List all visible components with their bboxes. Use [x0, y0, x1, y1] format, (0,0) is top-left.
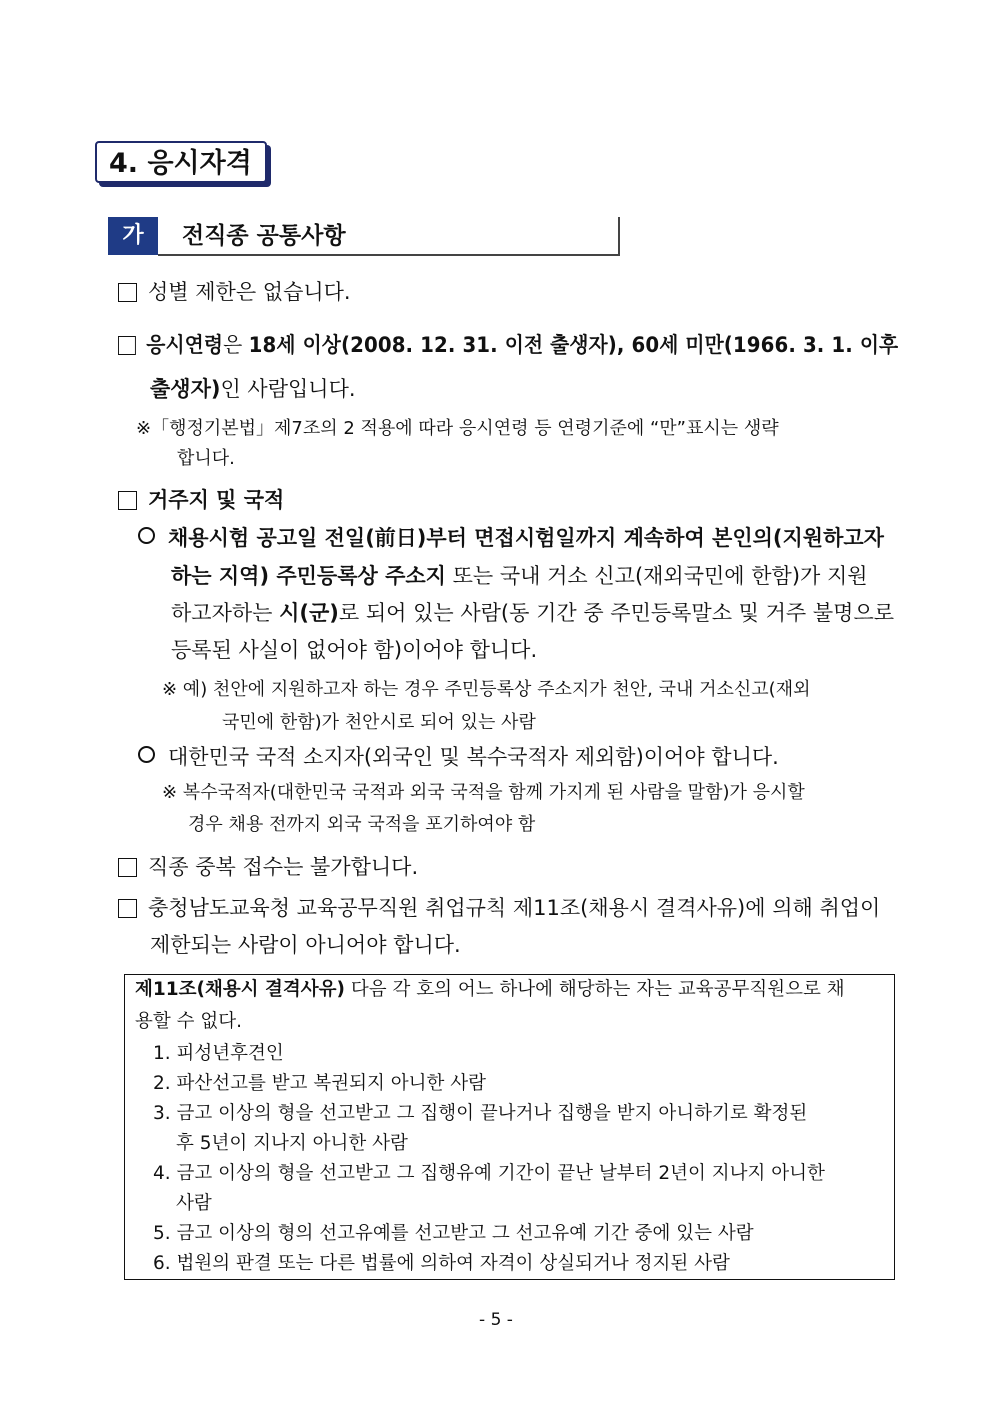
checkbox-icon: [118, 899, 137, 918]
item-residence-title: 거주지 및 국적: [118, 483, 284, 517]
rule-list-item: 3. 금고 이상의 형을 선고받고 그 집행이 끝나거나 집행을 받지 아니하기로 확정된: [153, 1103, 808, 1124]
rule-list-item: 4. 금고 이상의 형을 선고받고 그 집행유예 기간이 끝난 날부터 2년이 지나지 아니한: [153, 1163, 825, 1184]
nationality-note-2: 경우 채용 전까지 외국 국적을 포기하여야 함: [188, 814, 536, 835]
checkbox-icon: [118, 491, 137, 510]
subsection-badge: 가: [108, 217, 158, 255]
item-rule-1: 충청남도교육청 교육공무직원 취업규칙 제11조(채용시 결격사유)에 의해 취업이: [118, 891, 880, 925]
rule-list-item-cont: 후 5년이 지나지 아니한 사람: [176, 1133, 408, 1154]
rule-box-intro-1: 제11조(채용시 결격사유) 다음 각 호의 어느 하나에 해당하는 자는 교육공무직원으로 채: [135, 979, 845, 1000]
item-gender: 성별 제한은 없습니다.: [118, 275, 351, 309]
residence-line-1: 채용시험 공고일 전일(前日)부터 면접시험일까지 계속하여 본인의(지원하고자: [138, 521, 884, 555]
rule-list-item: 2. 파산선고를 받고 복권되지 아니한 사람: [153, 1073, 486, 1094]
age-note-1: ※「행정기본법」제7조의 2 적용에 따라 응시연령 등 연령기준에 “만”표시는 생략: [136, 418, 779, 439]
subsection-underline: [158, 254, 620, 256]
section-title: 4. 응시자격: [95, 141, 267, 183]
residence-note-1: ※ 예) 천안에 지원하고자 하는 경우 주민등록상 주소지가 천안, 국내 거소신고(재외: [162, 679, 811, 700]
page-number: - 5 -: [479, 1310, 513, 1330]
rule-box-intro-2: 용할 수 없다.: [135, 1011, 242, 1032]
residence-line-3: 하고자하는 시(군)로 되어 있는 사람(동 기간 중 주민등록말소 및 거주 불명으로: [171, 601, 895, 625]
checkbox-icon: [118, 336, 136, 355]
rule-list-item: 6. 법원의 판결 또는 다른 법률에 의하여 자격이 상실되거나 정지된 사람: [153, 1253, 730, 1274]
circle-bullet-icon: [138, 746, 155, 763]
rule-list-item: 5. 금고 이상의 형의 선고유예를 선고받고 그 선고유예 기간 중에 있는 사람: [153, 1223, 754, 1244]
nationality-note-1: ※ 복수국적자(대한민국 국적과 외국 국적을 함께 가지게 된 사람을 말함)가 응시할: [162, 782, 805, 803]
rule-list-item: 1. 피성년후견인: [153, 1043, 284, 1064]
residence-line-2: 하는 지역) 주민등록상 주소지 또는 국내 거소 신고(재외국민에 한함)가 지원: [171, 564, 868, 588]
age-note-2: 합니다.: [177, 448, 235, 469]
item-age-cont: 출생자)인 사람입니다.: [150, 377, 356, 401]
checkbox-icon: [118, 858, 137, 877]
rule-list-item-cont: 사람: [176, 1193, 212, 1214]
item-rule-2: 제한되는 사람이 아니어야 합니다.: [150, 933, 461, 957]
residence-note-2: 국민에 한함)가 천안시로 되어 있는 사람: [222, 712, 536, 733]
subsection-title: 전직종 공통사항: [182, 223, 346, 249]
residence-line-4: 등록된 사실이 없어야 함)이어야 합니다.: [171, 638, 538, 662]
nationality-line: 대한민국 국적 소지자(외국인 및 복수국적자 제외함)이어야 합니다.: [138, 740, 779, 774]
subsection-right-border: [618, 217, 620, 256]
item-duplicate: 직종 중복 접수는 불가합니다.: [118, 850, 418, 884]
item-age: 응시연령은 18세 이상(2008. 12. 31. 이전 출생자), 60세 미만(1966. 3. 1. 이후: [118, 328, 898, 362]
circle-bullet-icon: [138, 527, 155, 544]
checkbox-icon: [118, 283, 137, 302]
